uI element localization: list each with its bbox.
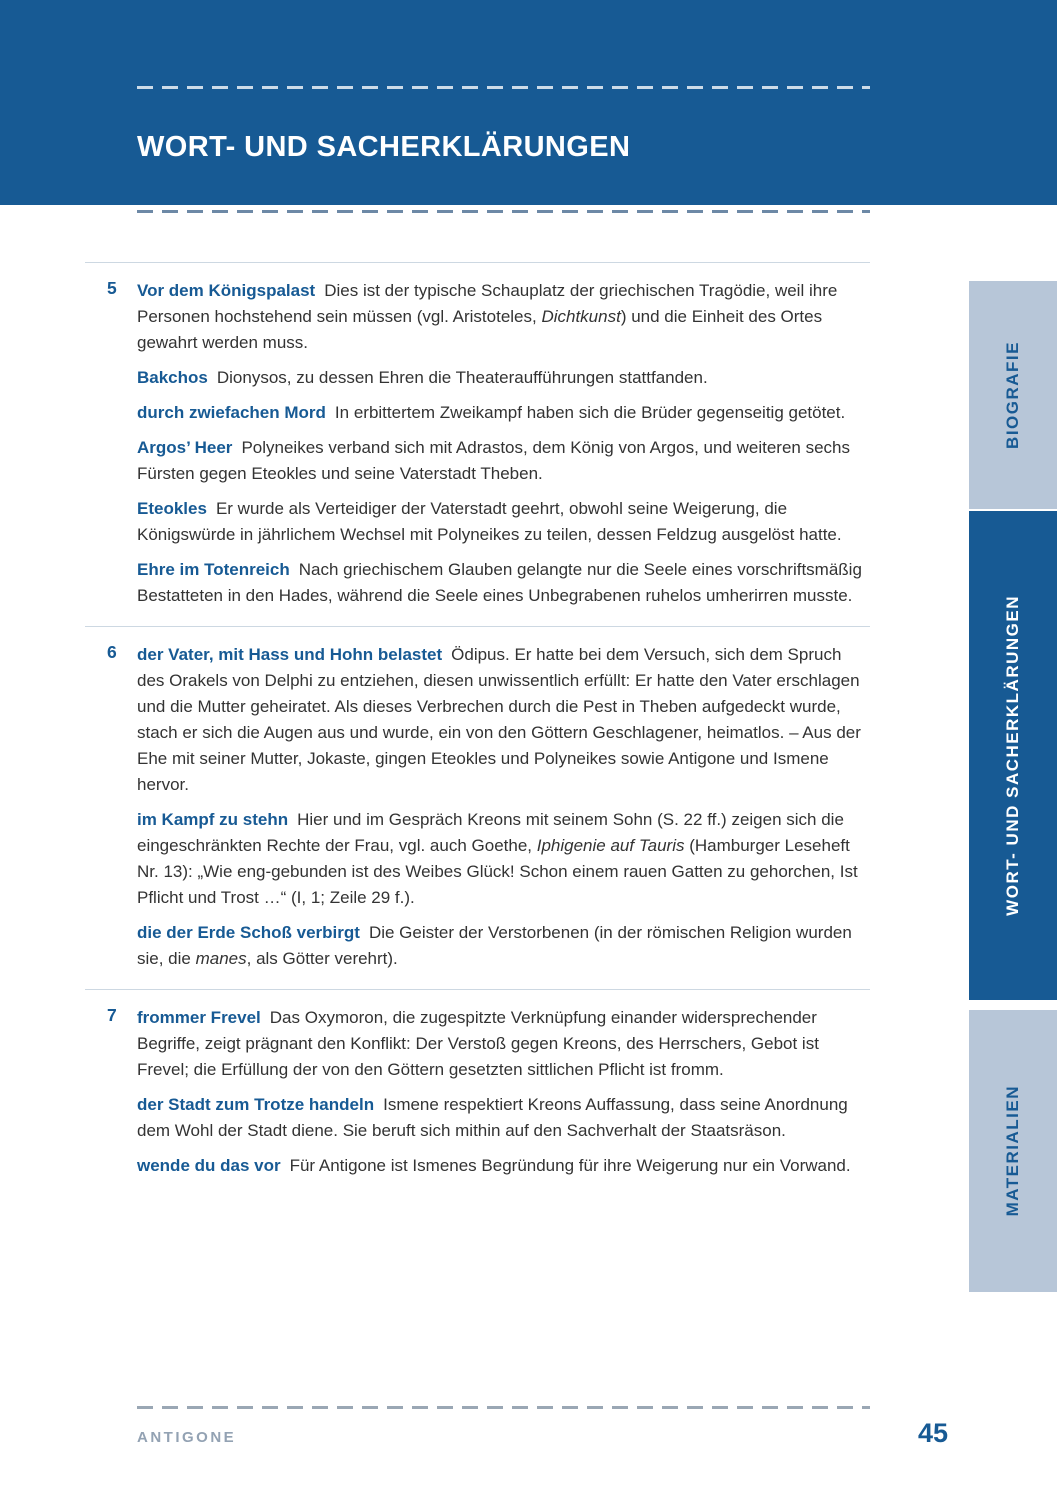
explanation-segment: Er wurde als Verteidiger der Vaterstadt geehrt, obwohl seine Weigerung, die Königswürde in jährlichem Wechsel mit Polyneikes zu teilen, dessen Feldzug ausgelöst hatte. bbox=[137, 499, 842, 544]
glossary-term: die der Erde Schoß verbirgt bbox=[137, 923, 360, 942]
glossary-term: durch zwiefachen Mord bbox=[137, 403, 326, 422]
glossary-term: Ehre im Totenreich bbox=[137, 560, 290, 579]
sidebar-tab-materialien bbox=[969, 1010, 1057, 1292]
glossary-item bbox=[137, 920, 870, 972]
glossary-term: Argos’ Heer bbox=[137, 438, 233, 457]
explanation-segment: In erbittertem Zweikampf haben sich die Brüder gegenseitig getötet. bbox=[334, 403, 846, 422]
entry-items bbox=[137, 1005, 870, 1179]
explanation-italic-segment: manes bbox=[195, 949, 247, 968]
sidebar-tab-label: WORT- UND SACHERKLÄRUNGEN bbox=[1003, 595, 1022, 916]
glossary-explanation bbox=[137, 499, 842, 544]
explanation-italic-segment: Iphigenie auf Tauris bbox=[536, 836, 685, 855]
sidebar-tab-biografie bbox=[969, 281, 1057, 509]
glossary-entry bbox=[85, 989, 870, 1196]
explanation-segment: Ismene respektiert Kreons Auffassung, dass seine Anordnung dem Wohl der Stadt diene. Sie beruft sich mithin auf den Sachverhalt der Staatsräson. bbox=[137, 1095, 848, 1140]
page-number: 45 bbox=[917, 1418, 948, 1448]
glossary-item bbox=[137, 557, 870, 609]
glossary-item bbox=[137, 807, 870, 911]
glossary-term: Vor dem Königspalast bbox=[137, 281, 316, 300]
explanation-segment: ) und die Einheit des Ortes gewahrt werden muss. bbox=[137, 307, 823, 352]
sidebar-tab-label: BIOGRAFIE bbox=[1003, 341, 1022, 449]
header-dashed-line-bottom bbox=[137, 210, 870, 213]
glossary-entries bbox=[85, 262, 870, 1196]
explanation-segment: Das Oxymoron, die zugespitzte Verknüpfung einander widersprechender Begriffe, zeigt prägnant den Konflikt: Der Verstoß gegen Kreons, des Herrschers, Gebot ist Frevel; die Erfüllung der von den Göttern gesetzten sittlichen Pflicht ist fromm. bbox=[137, 1008, 819, 1079]
glossary-entry bbox=[85, 262, 870, 626]
glossary-item bbox=[137, 1092, 870, 1144]
entry-items bbox=[137, 642, 870, 972]
line-number: 6 bbox=[107, 642, 117, 662]
footer-dashed-line bbox=[137, 1406, 870, 1409]
sidebar-tab-wort-und-sacherklaerungen bbox=[969, 511, 1057, 1000]
page-title: WORT- UND SACHERKLÄRUNGEN bbox=[137, 131, 631, 163]
glossary-explanation bbox=[217, 368, 708, 387]
glossary-term: Bakchos bbox=[137, 368, 208, 387]
explanation-segment: Polyneikes verband sich mit Adrastos, dem König von Argos, und weiteren sechs Fürsten gegen Eteokles und seine Vaterstadt Theben. bbox=[137, 438, 850, 483]
glossary-term: Eteokles bbox=[137, 499, 207, 518]
header-band bbox=[0, 0, 1057, 205]
glossary-term: im Kampf zu stehn bbox=[137, 810, 289, 829]
glossary-term: frommer Frevel bbox=[137, 1008, 261, 1027]
glossary-explanation bbox=[137, 645, 861, 794]
glossary-item bbox=[137, 400, 870, 426]
entry-items bbox=[137, 278, 870, 609]
glossary-explanation bbox=[137, 438, 850, 483]
explanation-segment: Hier und im Gespräch Kreons mit seinem Sohn (S. 22 ff.) zeigen sich die eingeschränkten Rechte der Frau, vgl. auch Goethe, bbox=[137, 810, 844, 855]
glossary-term: der Vater, mit Hass und Hohn belastet bbox=[137, 645, 443, 664]
explanation-segment: Für Antigone ist Ismenes Begründung für ihre Weigerung nur ein Vorwand. bbox=[289, 1156, 851, 1175]
line-number: 7 bbox=[107, 1005, 117, 1025]
glossary-item bbox=[137, 496, 870, 548]
glossary-term: der Stadt zum Trotze handeln bbox=[137, 1095, 375, 1114]
line-number: 5 bbox=[107, 278, 117, 298]
explanation-segment: Dionysos, zu dessen Ehren die Theateraufführungen stattfanden. bbox=[216, 368, 708, 387]
glossary-explanation bbox=[335, 403, 845, 422]
explanation-segment: (Hamburger Leseheft Nr. 13): „Wie eng-gebunden ist des Weibes Glück! Schon einem rauen Gatten zu gehorchen, Ist Pflicht und Trost …“ (I, 1; Zeile 29 f.). bbox=[137, 836, 858, 907]
glossary-explanation bbox=[290, 1156, 851, 1175]
glossary-item bbox=[137, 642, 870, 798]
glossary-item bbox=[137, 1005, 870, 1083]
footer-row bbox=[137, 1418, 948, 1449]
glossary-entry bbox=[85, 626, 870, 989]
explanation-segment: Die Geister der Verstorbenen (in der römischen Religion wurden sie, die bbox=[137, 923, 852, 968]
book-title: ANTIGONE bbox=[137, 1429, 237, 1446]
glossary-term: wende du das vor bbox=[137, 1156, 281, 1175]
header-dashed-line-top bbox=[137, 86, 870, 89]
explanation-segment: Nach griechischem Glauben gelangte nur die Seele eines vorschriftsmäßig Bestatteten in den Hades, während die Seele eines Unbegrabenen ruhelos umherirren musste. bbox=[137, 560, 862, 605]
explanation-italic-segment: Dichtkunst bbox=[541, 307, 621, 326]
sidebar-tab-label: MATERIALIEN bbox=[1003, 1085, 1022, 1217]
glossary-item bbox=[137, 1153, 870, 1179]
explanation-segment: , als Götter verehrt). bbox=[246, 949, 398, 968]
glossary-item bbox=[137, 278, 870, 356]
explanation-segment: Ödipus. Er hatte bei dem Versuch, sich dem Spruch des Orakels von Delphi zu entziehen, diesen unwissentlich erfüllt: Er hatte den Vater erschlagen und die Mutter geheiratet. Als dieses Verbrechen durch die Pest in Theben aufgedeckt wurde, stach er sich die Augen aus und wurde, ein von den Göttern Geschlagener, heimatlos. – Aus der Ehe mit seiner Mutter, Jokaste, gingen Eteokles und Polyneikes sowie Antigone und Ismene hervor. bbox=[137, 645, 861, 794]
explanation-segment: Dies ist der typische Schauplatz der griechischen Tragödie, weil ihre Personen hochstehend sein müssen (vgl. Aristoteles, bbox=[137, 281, 838, 326]
glossary-item bbox=[137, 435, 870, 487]
glossary-item bbox=[137, 365, 870, 391]
